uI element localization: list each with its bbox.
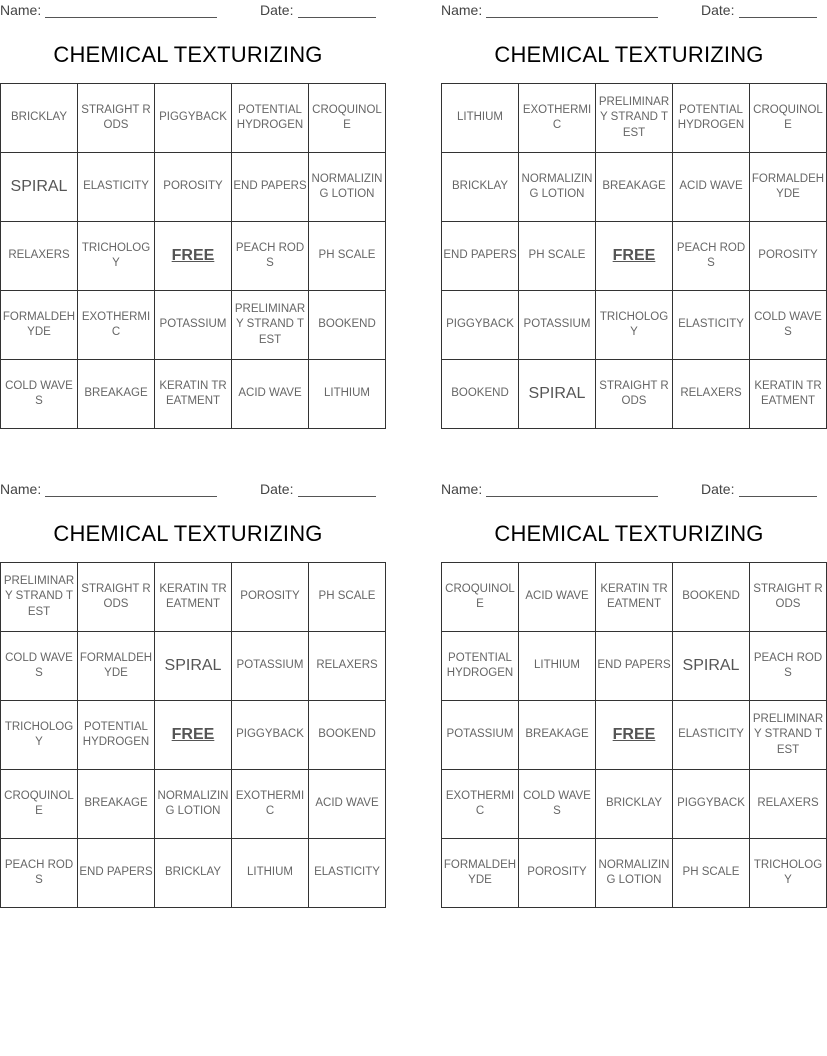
date-label: Date: bbox=[701, 2, 735, 18]
bingo-cell: EXOTHERMIC bbox=[442, 770, 519, 839]
bingo-row bbox=[442, 701, 827, 770]
bingo-cell: END PAPERS bbox=[78, 839, 155, 908]
bingo-cell: PIGGYBACK bbox=[673, 770, 750, 839]
bingo-cell: SPIRAL bbox=[155, 632, 232, 701]
bingo-row bbox=[1, 563, 386, 632]
bingo-cell: BREAKAGE bbox=[596, 153, 673, 222]
bingo-grid bbox=[441, 83, 827, 429]
bingo-cell: PEACH RODS bbox=[232, 222, 309, 291]
bingo-grid bbox=[0, 562, 386, 908]
bingo-cell: BREAKAGE bbox=[519, 701, 596, 770]
name-date-row bbox=[0, 481, 376, 499]
bingo-row bbox=[1, 632, 386, 701]
free-space-cell: FREE bbox=[596, 701, 673, 770]
bingo-cell: TRICHOLOGY bbox=[750, 839, 827, 908]
bingo-cell: PEACH RODS bbox=[1, 839, 78, 908]
bingo-cell: END PAPERS bbox=[596, 632, 673, 701]
bingo-cell: SPIRAL bbox=[519, 360, 596, 429]
bingo-cell: ELASTICITY bbox=[673, 701, 750, 770]
bingo-cell: RELAXERS bbox=[750, 770, 827, 839]
date-label: Date: bbox=[701, 481, 735, 497]
bingo-cell: PIGGYBACK bbox=[232, 701, 309, 770]
bingo-row bbox=[1, 291, 386, 360]
bingo-cell: END PAPERS bbox=[232, 153, 309, 222]
bingo-cell: PH SCALE bbox=[309, 222, 386, 291]
bingo-cell: BRICKLAY bbox=[442, 153, 519, 222]
bingo-cell: CROQUINOLE bbox=[1, 770, 78, 839]
name-field-line bbox=[486, 496, 658, 497]
bingo-cell: PIGGYBACK bbox=[155, 84, 232, 153]
bingo-cell: ACID WAVE bbox=[232, 360, 309, 429]
date-label: Date: bbox=[260, 481, 294, 497]
bingo-cell: BRICKLAY bbox=[596, 770, 673, 839]
bingo-cell: POTASSIUM bbox=[155, 291, 232, 360]
bingo-cell: PH SCALE bbox=[519, 222, 596, 291]
bingo-row bbox=[442, 84, 827, 153]
bingo-cell: SPIRAL bbox=[673, 632, 750, 701]
bingo-cell: STRAIGHT RODS bbox=[596, 360, 673, 429]
bingo-cell: COLD WAVES bbox=[519, 770, 596, 839]
bingo-cell: KERATIN TREATMENT bbox=[596, 563, 673, 632]
bingo-cell: PEACH RODS bbox=[673, 222, 750, 291]
bingo-cell: FORMALDEHYDE bbox=[442, 839, 519, 908]
name-field-line bbox=[486, 17, 658, 18]
bingo-cell: END PAPERS bbox=[442, 222, 519, 291]
bingo-card-3 bbox=[0, 479, 380, 919]
bingo-cell: PIGGYBACK bbox=[442, 291, 519, 360]
bingo-cell: TRICHOLOGY bbox=[1, 701, 78, 770]
bingo-cell: BOOKEND bbox=[673, 563, 750, 632]
bingo-cell: NORMALIZING LOTION bbox=[155, 770, 232, 839]
bingo-cell: BRICKLAY bbox=[1, 84, 78, 153]
free-space-cell: FREE bbox=[155, 701, 232, 770]
bingo-cell: POTENTIAL HYDROGEN bbox=[78, 701, 155, 770]
bingo-cell: EXOTHERMIC bbox=[519, 84, 596, 153]
bingo-cell: RELAXERS bbox=[673, 360, 750, 429]
bingo-row bbox=[1, 839, 386, 908]
bingo-cell: PRELIMINARY STRAND TEST bbox=[596, 84, 673, 153]
bingo-cell: POROSITY bbox=[519, 839, 596, 908]
bingo-cell: BREAKAGE bbox=[78, 360, 155, 429]
bingo-cell: FORMALDEHYDE bbox=[1, 291, 78, 360]
bingo-cell: POTENTIAL HYDROGEN bbox=[442, 632, 519, 701]
bingo-cell: EXOTHERMIC bbox=[232, 770, 309, 839]
name-label: Name: bbox=[0, 2, 42, 18]
bingo-card-1 bbox=[0, 0, 383, 440]
bingo-grid bbox=[0, 83, 386, 429]
bingo-cell: STRAIGHT RODS bbox=[78, 563, 155, 632]
bingo-cell: BOOKEND bbox=[309, 701, 386, 770]
bingo-row bbox=[1, 360, 386, 429]
bingo-cell: EXOTHERMIC bbox=[78, 291, 155, 360]
bingo-cell: LITHIUM bbox=[519, 632, 596, 701]
bingo-cell: ELASTICITY bbox=[309, 839, 386, 908]
bingo-row bbox=[442, 632, 827, 701]
bingo-cell: PH SCALE bbox=[673, 839, 750, 908]
bingo-cell: STRAIGHT RODS bbox=[750, 563, 827, 632]
name-date-row bbox=[441, 2, 817, 20]
name-date-row bbox=[0, 2, 376, 20]
bingo-cell: KERATIN TREATMENT bbox=[155, 360, 232, 429]
bingo-cell: POTENTIAL HYDROGEN bbox=[232, 84, 309, 153]
name-label: Name: bbox=[441, 2, 483, 18]
bingo-cell: RELAXERS bbox=[1, 222, 78, 291]
bingo-cell: ELASTICITY bbox=[78, 153, 155, 222]
name-field-line bbox=[45, 17, 217, 18]
bingo-cell: STRAIGHT RODS bbox=[78, 84, 155, 153]
card-title: CHEMICAL TEXTURIZING bbox=[494, 521, 764, 546]
bingo-cell: POROSITY bbox=[155, 153, 232, 222]
bingo-grid bbox=[441, 562, 827, 908]
bingo-cell: BOOKEND bbox=[309, 291, 386, 360]
bingo-cell: BRICKLAY bbox=[155, 839, 232, 908]
card-title: CHEMICAL TEXTURIZING bbox=[53, 42, 323, 67]
bingo-cell: PRELIMINARY STRAND TEST bbox=[750, 701, 827, 770]
bingo-row bbox=[1, 701, 386, 770]
bingo-cell: FORMALDEHYDE bbox=[750, 153, 827, 222]
bingo-cell: PEACH RODS bbox=[750, 632, 827, 701]
bingo-cell: KERATIN TREATMENT bbox=[750, 360, 827, 429]
date-field-line bbox=[739, 496, 817, 497]
bingo-cell: KERATIN TREATMENT bbox=[155, 563, 232, 632]
bingo-cell: TRICHOLOGY bbox=[596, 291, 673, 360]
bingo-cell: ELASTICITY bbox=[673, 291, 750, 360]
bingo-row bbox=[442, 222, 827, 291]
bingo-card-4 bbox=[441, 479, 824, 919]
bingo-cell: POTASSIUM bbox=[519, 291, 596, 360]
bingo-cell: PH SCALE bbox=[309, 563, 386, 632]
free-space-cell: FREE bbox=[155, 222, 232, 291]
bingo-cell: BOOKEND bbox=[442, 360, 519, 429]
bingo-cell: PRELIMINARY STRAND TEST bbox=[1, 563, 78, 632]
bingo-row bbox=[442, 839, 827, 908]
bingo-cell: POTENTIAL HYDROGEN bbox=[673, 84, 750, 153]
bingo-cell: POROSITY bbox=[750, 222, 827, 291]
bingo-cell: COLD WAVES bbox=[750, 291, 827, 360]
bingo-row bbox=[442, 360, 827, 429]
bingo-row bbox=[1, 84, 386, 153]
bingo-cell: FORMALDEHYDE bbox=[78, 632, 155, 701]
bingo-cell: RELAXERS bbox=[309, 632, 386, 701]
date-label: Date: bbox=[260, 2, 294, 18]
bingo-row bbox=[1, 770, 386, 839]
bingo-cell: POROSITY bbox=[232, 563, 309, 632]
bingo-cell: LITHIUM bbox=[309, 360, 386, 429]
bingo-row bbox=[442, 770, 827, 839]
card-title: CHEMICAL TEXTURIZING bbox=[494, 42, 764, 67]
name-field-line bbox=[45, 496, 217, 497]
bingo-cell: ACID WAVE bbox=[519, 563, 596, 632]
bingo-cell: NORMALIZING LOTION bbox=[309, 153, 386, 222]
bingo-cell: ACID WAVE bbox=[309, 770, 386, 839]
bingo-card-2 bbox=[441, 0, 825, 440]
bingo-cell: SPIRAL bbox=[1, 153, 78, 222]
bingo-cell: ACID WAVE bbox=[673, 153, 750, 222]
bingo-cell: POTASSIUM bbox=[232, 632, 309, 701]
bingo-row bbox=[442, 153, 827, 222]
date-field-line bbox=[298, 496, 376, 497]
bingo-cell: TRICHOLOGY bbox=[78, 222, 155, 291]
bingo-cell: NORMALIZING LOTION bbox=[596, 839, 673, 908]
bingo-row bbox=[1, 153, 386, 222]
bingo-row bbox=[442, 563, 827, 632]
bingo-row bbox=[1, 222, 386, 291]
bingo-cell: PRELIMINARY STRAND TEST bbox=[232, 291, 309, 360]
bingo-cell: CROQUINOLE bbox=[750, 84, 827, 153]
bingo-cell: BREAKAGE bbox=[78, 770, 155, 839]
bingo-cell: NORMALIZING LOTION bbox=[519, 153, 596, 222]
bingo-cell: LITHIUM bbox=[442, 84, 519, 153]
card-title: CHEMICAL TEXTURIZING bbox=[53, 521, 323, 546]
name-label: Name: bbox=[0, 481, 42, 497]
bingo-cell: COLD WAVES bbox=[1, 632, 78, 701]
date-field-line bbox=[298, 17, 376, 18]
name-label: Name: bbox=[441, 481, 483, 497]
bingo-cell: COLD WAVES bbox=[1, 360, 78, 429]
bingo-cell: CROQUINOLE bbox=[309, 84, 386, 153]
free-space-cell: FREE bbox=[596, 222, 673, 291]
name-date-row bbox=[441, 481, 817, 499]
bingo-cell: POTASSIUM bbox=[442, 701, 519, 770]
bingo-cell: CROQUINOLE bbox=[442, 563, 519, 632]
date-field-line bbox=[739, 17, 817, 18]
bingo-row bbox=[442, 291, 827, 360]
bingo-cell: LITHIUM bbox=[232, 839, 309, 908]
